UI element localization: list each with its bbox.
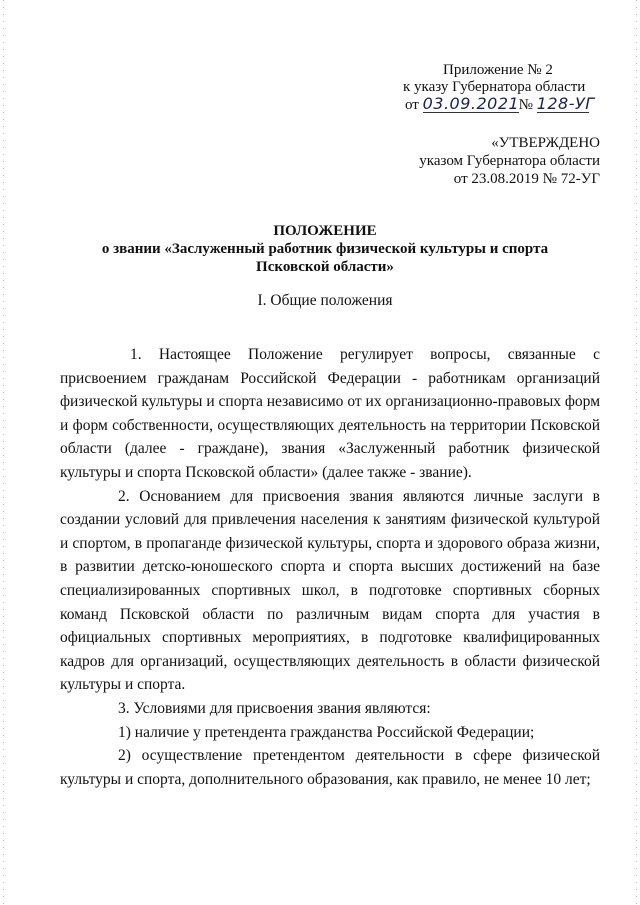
paragraph: 1. Настоящее Положение регулирует вопросы, связанные с присвоением гражданам Российской Федерации - работникам организаций физической культуры и спорта независимо от их организационно-правовых форм и форм собственности, осуществляющих деятельность на территории Псковской области (далее - граждане), звания «Заслуженный работник физической культуры и спорта Псковской области» (далее также - звание). [60, 346, 600, 481]
appendix-title: Приложение № 2 [443, 62, 553, 78]
paragraph: 3. Условиями для присвоения звания являются: [118, 699, 431, 717]
approval-line-3: от 23.08.2019 № 72-УГ [453, 171, 600, 187]
paragraph: 2) осуществление претендентом деятельности в сфере физической культуры и спорта, дополнительного образования, как правило, не менее 10 лет; [60, 747, 600, 788]
appendix-header [395, 62, 595, 114]
section-heading: I. Общие положения [257, 292, 393, 309]
scan-edge-right [636, 0, 637, 905]
approval-line-2: указом Губернатора области [419, 153, 600, 169]
number-prefix: № [518, 97, 533, 113]
decree-date-line [395, 96, 595, 114]
paragraph: 1) наличие у претендента гражданства Российской Федерации; [118, 723, 535, 741]
date-prefix: от [405, 97, 419, 113]
title-line-1: ПОЛОЖЕНИЕ [273, 223, 377, 239]
decree-reference: к указу Губернатора области [403, 79, 586, 95]
document-title [40, 222, 610, 276]
title-line-3: Псковской области» [256, 259, 394, 275]
approval-line-1: «УТВЕРЖДЕНО [491, 135, 600, 151]
document-body [60, 343, 600, 791]
paragraph: 2. Основанием для присвоения звания являются личные заслуги в создании условий для привлечения населения к занятиям физической культурой и спортом, в пропаганде физической культуры, спорта и здорового образа жизни, в развитии детско-юношеского спорта и спорта высших достижений на базе специализированных спортивных школ, в подготовке спортивных сборных команд Псковской области по различным видам спорта для участия в официальных спортивных мероприятиях, в подготовке квалифицированных кадров для организаций, осуществляющих деятельность в области физической культуры и спорта. [60, 487, 600, 694]
title-line-2: о звании «Заслуженный работник физической культуры и спорта [101, 241, 549, 257]
approval-block [400, 134, 600, 188]
scan-edge-left [3, 0, 4, 905]
handwritten-number: 128-УГ [536, 94, 595, 113]
handwritten-date: 03.09.2021 [422, 94, 520, 113]
